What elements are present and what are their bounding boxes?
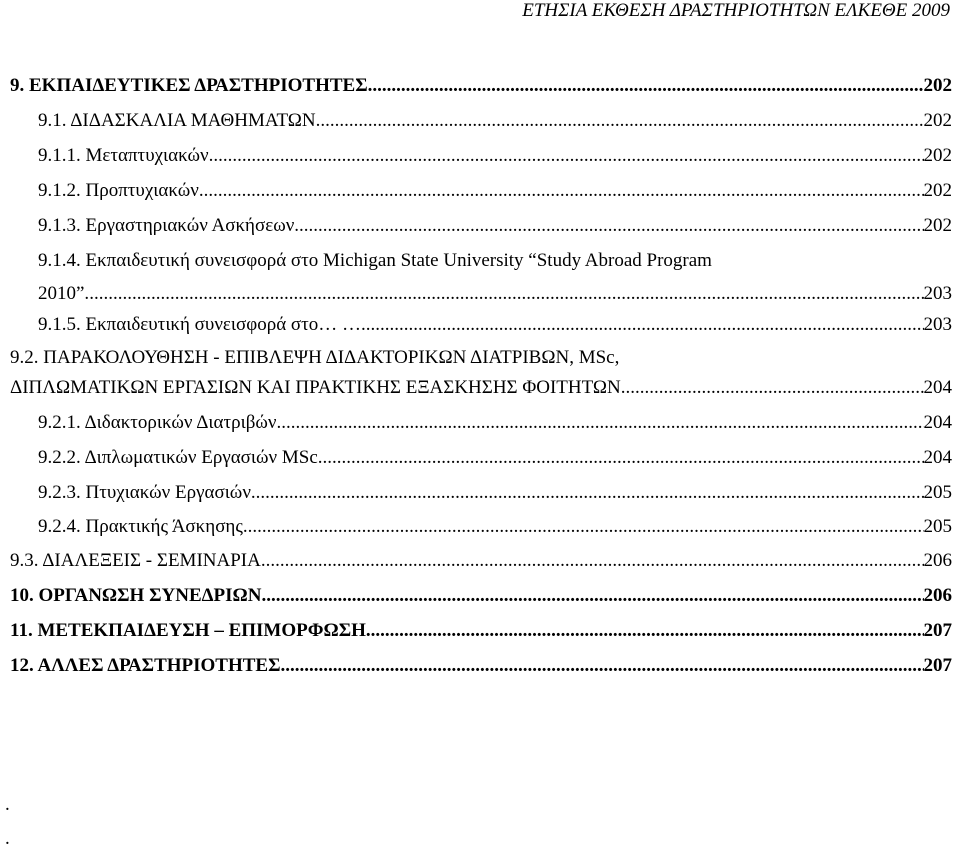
toc-leader-dots	[199, 179, 924, 203]
toc-entry-text: 9.1.3. Εργαστηριακών Ασκήσεων	[38, 215, 295, 236]
toc-entry-10[interactable]	[10, 584, 952, 608]
toc-entry-text: 9.2.4. Πρακτικής Άσκησης	[38, 516, 243, 537]
toc-page-number: 207	[923, 620, 952, 641]
toc-entry-text: 9.3. ΔΙΑΛΕΞΕΙΣ - ΣΕΜΙΝΑΡΙΑ	[10, 550, 261, 571]
toc-leader-dots	[368, 74, 924, 98]
toc-page-number: 204	[923, 447, 952, 468]
toc-entry-text: 9.1.2. Προπτυχιακών	[38, 180, 199, 201]
toc-entry-text: 12. ΑΛΛΕΣ ΔΡΑΣΤΗΡΙΟΤΗΤΕΣ	[10, 655, 281, 676]
toc-entry-12[interactable]	[10, 654, 952, 678]
toc-entry-9-2-1[interactable]	[38, 411, 952, 435]
toc-page-number: 202	[923, 110, 952, 131]
toc-leader-dots	[361, 313, 923, 337]
toc-page-number: 205	[923, 516, 952, 537]
toc-leader-dots	[621, 376, 924, 400]
toc-leader-dots	[318, 446, 924, 470]
toc-leader-dots	[316, 109, 924, 133]
toc-entry-text: 9.1.5. Εκπαιδευτική συνεισφορά στο… …	[38, 314, 362, 335]
toc-leader-dots	[294, 214, 923, 238]
toc-leader-dots	[251, 481, 924, 505]
toc-leader-dots	[89, 282, 923, 306]
toc-entry-text: 10. ΟΡΓΑΝΩΣΗ ΣΥΝΕΔΡΙΩΝ	[10, 585, 262, 606]
toc-entry-9-2-continued[interactable]	[10, 376, 952, 400]
toc-page-number: 203	[923, 314, 952, 335]
toc-leader-dots	[281, 654, 924, 678]
toc-leader-dots	[261, 584, 923, 608]
toc-entry-9-1[interactable]	[38, 109, 952, 133]
toc-page-number: 206	[923, 550, 952, 571]
toc-entry-9-1-2[interactable]	[38, 179, 952, 203]
toc-entry-9-2-2[interactable]	[38, 446, 952, 470]
toc-entry-9-1-4-continued[interactable]	[38, 282, 952, 306]
toc-page-number: 203	[923, 283, 952, 304]
toc-leader-dots	[209, 144, 924, 168]
toc-entry-9-2-4[interactable]	[38, 515, 952, 539]
stray-period-mark: .	[5, 828, 10, 849]
toc-page-number: 202	[923, 215, 952, 236]
toc-leader-dots	[366, 619, 924, 643]
toc-entry-text: 9.1. ΔΙΔΑΣΚΑΛΙΑ ΜΑΘΗΜΑΤΩΝ	[38, 110, 316, 131]
toc-entry-9-1-3[interactable]	[38, 214, 952, 238]
toc-leader-dots	[243, 515, 924, 539]
toc-entry-text: 9.1.1. Μεταπτυχιακών	[38, 145, 209, 166]
toc-page-number: 206	[923, 585, 952, 606]
toc-entry-9-1-1[interactable]	[38, 144, 952, 168]
toc-entry-9[interactable]	[10, 74, 952, 98]
toc-page-number: 204	[923, 412, 952, 433]
toc-entry-9-1-5[interactable]	[38, 313, 952, 337]
running-header: ΕΤΗΣΙΑ ΕΚΘΕΣΗ ΔΡΑΣΤΗΡΙΟΤΗΤΩΝ ΕΛΚΕΘΕ 2009	[522, 0, 950, 21]
toc-page-number: 202	[923, 180, 952, 201]
toc-entry-text: ΔΙΠΛΩΜΑΤΙΚΩΝ ΕΡΓΑΣΙΩΝ ΚΑΙ ΠΡΑΚΤΙΚΗΣ ΕΞΑΣΚΗΣΗΣ ΦΟΙΤΗΤΩΝ	[10, 377, 621, 398]
toc-leader-dots	[276, 411, 923, 435]
toc-page-number: 202	[923, 145, 952, 166]
toc-page-number: 205	[923, 482, 952, 503]
toc-entry-9-1-4[interactable]	[38, 249, 952, 273]
toc-entry-9-2-3[interactable]	[38, 481, 952, 505]
toc-entry-text: 9.1.4. Εκπαιδευτική συνεισφορά στο Michigan State University “Study Abroad Program	[38, 250, 712, 271]
toc-entry-11[interactable]	[10, 619, 952, 643]
toc-entry-text: 11. ΜΕΤΕΚΠΑΙΔΕΥΣΗ – ΕΠΙΜΟΡΦΩΣΗ	[10, 620, 366, 641]
toc-entry-text: 9. ΕΚΠΑΙΔΕΥΤΙΚΕΣ ΔΡΑΣΤΗΡΙΟΤΗΤΕΣ	[10, 75, 368, 96]
toc-entry-9-3[interactable]	[10, 549, 952, 573]
toc-page-number: 202	[923, 75, 952, 96]
toc-entry-text: 9.2.3. Πτυχιακών Εργασιών	[38, 482, 251, 503]
toc-entry-9-2[interactable]	[10, 346, 952, 370]
toc-entry-text: 9.2.1. Διδακτορικών Διατριβών	[38, 412, 277, 433]
toc-page-number: 204	[923, 377, 952, 398]
toc-entry-text: 2010”.	[38, 283, 90, 304]
stray-period-mark: .	[5, 794, 10, 815]
toc-leader-dots	[261, 549, 924, 573]
toc-entry-text: 9.2. ΠΑΡΑΚΟΛΟΥΘΗΣΗ - ΕΠΙΒΛΕΨΗ ΔΙΔΑΚΤΟΡΙΚΩΝ ΔΙΑΤΡΙΒΩΝ, MSc,	[10, 347, 620, 368]
toc-page-number: 207	[923, 655, 952, 676]
toc-entry-text: 9.2.2. Διπλωματικών Εργασιών MSc	[38, 447, 318, 468]
